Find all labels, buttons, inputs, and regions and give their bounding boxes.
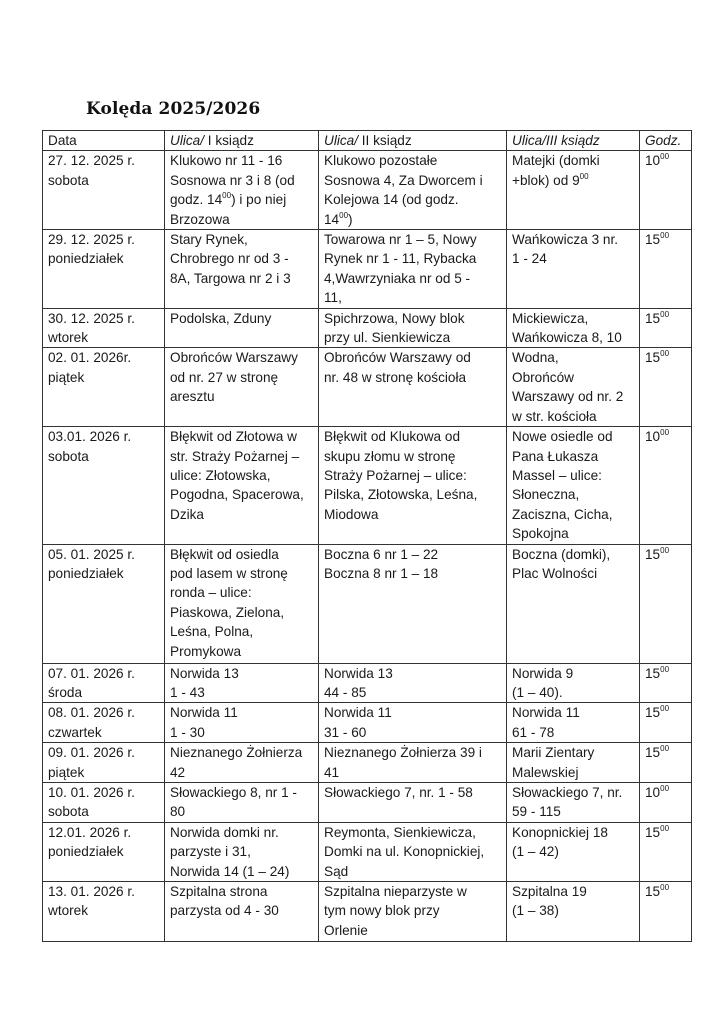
header-priest-1-rest: I ksiądz	[204, 133, 254, 148]
priest-3-streets-cell	[507, 743, 640, 783]
hour-minutes-superscript: 00	[660, 823, 670, 833]
table-row	[43, 348, 692, 427]
hour-value: 15	[645, 824, 661, 840]
priest-1-streets-cell	[165, 782, 319, 822]
streets-text: Nowe osiedle od Pana Łukasza Massel – ulice: Słoneczna, Zaciszna, Cicha, Spokojna	[512, 429, 613, 542]
hour-cell	[640, 427, 692, 544]
priest-3-streets-cell	[507, 348, 640, 427]
streets-text: Spichrzowa, Nowy blok przy ul. Sienkiewicza	[324, 310, 465, 346]
streets-text: Słowackiego 8, nr 1 - 80	[170, 784, 297, 820]
priest-2-streets-cell	[319, 782, 507, 822]
priest-2-streets-cell	[319, 822, 507, 881]
streets-text: Słowackiego 7, nr. 1 - 58	[324, 784, 473, 800]
document-title: Kolęda 2025/2026	[86, 99, 261, 119]
hour-cell	[640, 743, 692, 783]
table-row	[43, 782, 692, 822]
priest-1-streets-cell	[165, 348, 319, 427]
streets-text: Norwida domki nr. parzyste i 31, Norwida 14 (1 – 24)	[170, 824, 290, 879]
date-cell: 10. 01. 2026 r. sobota	[43, 782, 165, 822]
priest-1-streets-cell	[165, 743, 319, 783]
streets-text: Wańkowicza 3 nr. 1 - 24	[512, 232, 619, 267]
streets-text: Klukowo nr 11 - 16 Sosnowa nr 3 i 8 (od godz. 14	[170, 153, 295, 208]
date-cell: 29. 12. 2025 r. poniedziałek	[43, 230, 165, 309]
priest-3-streets-cell	[507, 308, 640, 348]
priest-2-streets-cell	[319, 308, 507, 348]
header-priest-1	[165, 131, 319, 151]
streets-text: Nieznanego Żołnierza 39 i 41	[324, 745, 482, 780]
hour-cell	[640, 703, 692, 743]
streets-text-continued: )	[348, 211, 353, 227]
date-cell: 07. 01. 2026 r. środa	[43, 663, 165, 703]
priest-1-streets-cell	[165, 822, 319, 881]
priest-3-streets-cell	[507, 151, 640, 230]
streets-text: Norwida 13 1 - 43	[170, 665, 239, 700]
streets-text: Marii Zientary Malewskiej	[512, 745, 595, 780]
priest-3-streets-cell	[507, 822, 640, 881]
streets-text: Błękwit od osiedla pod lasem w stronę ronda – ulice: Piaskowa, Zielona, Leśna, Polna, Promykowa	[170, 546, 288, 659]
header-priest-3: Ulica/III ksiądz	[507, 131, 640, 151]
table-row	[43, 544, 692, 663]
hour-cell	[640, 230, 692, 309]
streets-text: Podolska, Zduny	[170, 310, 272, 326]
priest-1-streets-cell	[165, 882, 319, 942]
hour-cell	[640, 822, 692, 881]
hour-cell	[640, 782, 692, 822]
hour-value: 15	[645, 665, 661, 681]
date-cell: 30. 12. 2025 r. wtorek	[43, 308, 165, 348]
hour-minutes-superscript: 00	[660, 783, 670, 793]
hour-minutes-superscript: 00	[660, 704, 670, 714]
schedule-table	[42, 130, 692, 942]
streets-text: Obrońców Warszawy od nr. 27 w stronę aresztu	[170, 350, 298, 405]
hour-minutes-superscript: 00	[660, 231, 670, 241]
priest-2-streets-cell	[319, 544, 507, 663]
priest-3-streets-cell	[507, 882, 640, 942]
priest-3-streets-cell	[507, 703, 640, 743]
hour-cell	[640, 544, 692, 663]
streets-text: Szpitalna 19 (1 – 38)	[512, 884, 587, 919]
hour-value: 15	[645, 310, 661, 326]
header-priest-2	[319, 131, 507, 151]
hour-cell	[640, 882, 692, 942]
streets-text: Reymonta, Sienkiewicza, Domki na ul. Konopnickiej, Sąd	[324, 824, 485, 879]
header-priest-2-rest: II ksiądz	[358, 133, 412, 148]
header-date: Data	[43, 131, 165, 151]
hour-minutes-superscript: 00	[660, 349, 670, 359]
streets-text: Towarowa nr 1 – 5, Nowy Rynek nr 1 - 11, Rybacka 4,Wawrzyniaka nr od 5 - 11,	[324, 232, 477, 306]
date-cell: 13. 01. 2026 r. wtorek	[43, 882, 165, 942]
hour-value: 10	[645, 429, 661, 445]
streets-text: Mickiewicza, Wańkowicza 8, 10	[512, 310, 622, 346]
table-row	[43, 882, 692, 942]
date-cell: 27. 12. 2025 r. sobota	[43, 151, 165, 230]
priest-2-streets-cell	[319, 230, 507, 309]
priest-3-streets-cell	[507, 544, 640, 663]
streets-text: Klukowo pozostałe Sosnowa 4, Za Dworcem i Kolejowa 14 (od godz. 14	[324, 153, 483, 227]
hour-minutes-superscript: 00	[660, 309, 670, 319]
streets-text: Błękwit od Klukowa od skupu złomu w stronę Straży Pożarnej – ulice: Pilska, Złotowska, Leśna, Miodowa	[324, 429, 478, 522]
streets-text: Szpitalna strona parzysta od 4 - 30	[170, 884, 279, 919]
streets-text: Norwida 11 31 - 60	[324, 705, 392, 740]
table-row	[43, 427, 692, 544]
priest-1-streets-cell	[165, 427, 319, 544]
streets-text: Norwida 11 1 - 30	[170, 705, 238, 740]
streets-text: Błękwit od Złotowa w str. Straży Pożarnej – ulice: Złotowska, Pogodna, Spacerowa, Dzika	[170, 429, 304, 522]
table-row	[43, 822, 692, 881]
priest-2-streets-cell	[319, 151, 507, 230]
hour-value: 15	[645, 705, 661, 721]
header-priest-1-italic: Ulica/	[170, 133, 204, 148]
hour-minutes-superscript: 00	[660, 545, 670, 555]
date-cell: 12.01. 2026 r. poniedziałek	[43, 822, 165, 881]
priest-2-streets-cell	[319, 427, 507, 544]
time-superscript: 00	[579, 171, 589, 181]
hour-cell	[640, 151, 692, 230]
table-header-row	[43, 131, 692, 151]
hour-value: 10	[645, 784, 661, 800]
hour-value: 15	[645, 745, 661, 761]
priest-1-streets-cell	[165, 544, 319, 663]
table-row	[43, 743, 692, 783]
streets-text: Norwida 9 (1 – 40).	[512, 665, 574, 700]
priest-3-streets-cell	[507, 427, 640, 544]
streets-text: Stary Rynek, Chrobrego nr od 3 - 8A, Targowa nr 2 i 3	[170, 232, 291, 286]
priest-2-streets-cell	[319, 743, 507, 783]
date-cell: 08. 01. 2026 r. czwartek	[43, 703, 165, 743]
priest-2-streets-cell	[319, 348, 507, 427]
streets-text: Boczna 6 nr 1 – 22 Boczna 8 nr 1 – 18	[324, 546, 439, 581]
streets-text: Słowackiego 7, nr. 59 - 115	[512, 784, 623, 820]
header-priest-2-italic: Ulica/	[324, 133, 358, 148]
hour-minutes-superscript: 00	[660, 428, 670, 438]
hour-cell	[640, 348, 692, 427]
hour-value: 15	[645, 546, 661, 562]
priest-3-streets-cell	[507, 230, 640, 309]
hour-cell	[640, 663, 692, 703]
streets-text: Boczna (domki), Plac Wolności	[512, 546, 611, 581]
hour-value: 10	[645, 153, 661, 169]
priest-1-streets-cell	[165, 703, 319, 743]
hour-value: 15	[645, 884, 661, 899]
time-superscript: 00	[222, 191, 232, 201]
streets-text: Nieznanego Żołnierza 42	[170, 745, 303, 780]
hour-minutes-superscript: 00	[660, 664, 670, 674]
priest-1-streets-cell	[165, 663, 319, 703]
table-row	[43, 151, 692, 230]
table-row	[43, 308, 692, 348]
table-row	[43, 230, 692, 309]
priest-3-streets-cell	[507, 782, 640, 822]
streets-text-continued: ) i po niej Brzozowa	[170, 192, 287, 227]
priest-3-streets-cell	[507, 663, 640, 703]
header-hour: Godz.	[640, 131, 692, 151]
streets-text: Matejki (domki +blok) od 9	[512, 153, 600, 188]
hour-minutes-superscript: 00	[660, 883, 670, 892]
hour-minutes-superscript: 00	[660, 744, 670, 754]
date-cell: 02. 01. 2026r. piątek	[43, 348, 165, 427]
streets-text: Norwida 13 44 - 85	[324, 665, 393, 700]
streets-text: Norwida 11 61 - 78	[512, 705, 580, 740]
priest-1-streets-cell	[165, 308, 319, 348]
priest-2-streets-cell	[319, 703, 507, 743]
hour-value: 15	[645, 232, 661, 248]
streets-text: Konopnickiej 18 (1 – 42)	[512, 824, 608, 860]
hour-minutes-superscript: 00	[660, 152, 670, 162]
table-row	[43, 663, 692, 703]
priest-1-streets-cell	[165, 151, 319, 230]
date-cell: 03.01. 2026 r. sobota	[43, 427, 165, 544]
table-row	[43, 703, 692, 743]
hour-cell	[640, 308, 692, 348]
priest-2-streets-cell	[319, 882, 507, 942]
priest-2-streets-cell	[319, 663, 507, 703]
date-cell: 09. 01. 2026 r. piątek	[43, 743, 165, 783]
hour-value: 15	[645, 350, 661, 366]
streets-text: Szpitalna nieparzyste w tym nowy blok przy Orlenie	[324, 884, 467, 938]
priest-1-streets-cell	[165, 230, 319, 309]
streets-text: Wodna, Obrońców Warszawy od nr. 2 w str. kościoła	[512, 350, 624, 424]
time-superscript: 00	[339, 210, 349, 220]
date-cell: 05. 01. 2025 r. poniedziałek	[43, 544, 165, 663]
streets-text: Obrońców Warszawy od nr. 48 w stronę kościoła	[324, 350, 471, 385]
